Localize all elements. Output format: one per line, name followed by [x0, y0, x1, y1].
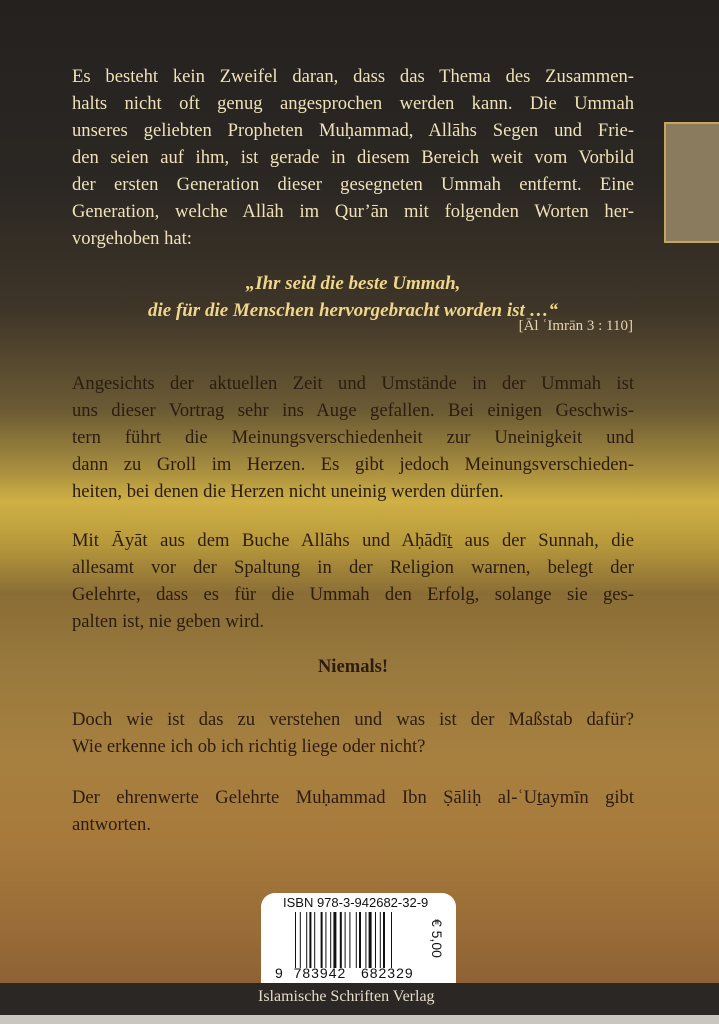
- barcode-bar: [383, 912, 385, 968]
- text-line: palten ist, nie geben wird.: [72, 611, 265, 632]
- emphasis-heading: Niemals!: [317, 656, 389, 677]
- text-line: antworten.: [72, 814, 151, 835]
- paragraph-5: [72, 784, 634, 838]
- barcode-bar: [330, 912, 331, 968]
- barcode-bar: [359, 912, 361, 968]
- isbn-text: ISBN 978-3-942682-32-9: [283, 895, 429, 910]
- text-line: Es besteht kein Zweifel daran, dass das Thema des Zusammen-: [72, 66, 634, 87]
- page-edge: [0, 1015, 719, 1024]
- text-line: Wie erkenne ich ob ich richtig liege oder nicht?: [72, 736, 426, 757]
- barcode-bar: [306, 912, 307, 968]
- barcode-bar: [391, 912, 392, 968]
- text-line: allesamt vor der Spaltung in der Religion warnen, belegt der: [72, 557, 634, 578]
- text-line: tern führt die Meinungsverschiedenheit zur Uneinigkeit und: [72, 427, 634, 448]
- quran-quote: [72, 270, 634, 324]
- barcode-bar: [349, 912, 350, 968]
- paragraph-3: [72, 527, 634, 635]
- barcode-bars: [295, 912, 423, 968]
- barcode-bar: [345, 912, 346, 968]
- publisher-footer: [0, 983, 719, 1015]
- text-line: uns dieser Vortrag sehr ins Auge gefallen. Bei einigen Geschwis-: [72, 400, 634, 421]
- barcode-bar: [300, 912, 301, 968]
- barcode-bar: [333, 912, 336, 968]
- barcode-bar: [365, 912, 366, 968]
- text-line: den seien auf ihm, ist gerade in diesem Bereich weit vom Vorbild: [72, 147, 634, 168]
- text-line: Mit Āyāt aus dem Buche Allāhs und Aḥādīṯ aus der Sunnah, die: [72, 530, 634, 551]
- text-line: heiten, bei denen die Herzen nicht uneinig werden dürfen.: [72, 481, 504, 502]
- publisher-name: Islamische Schriften Verlag: [258, 988, 435, 1005]
- isbn-barcode-label: [261, 893, 456, 985]
- text-line: Doch wie ist das zu verstehen und was ist der Maßstab dafür?: [72, 709, 634, 730]
- barcode-bar: [356, 912, 357, 968]
- barcode-bar: [309, 912, 311, 968]
- quote-reference: [Āl ʿImrān 3 : 110]: [518, 318, 633, 334]
- text-line: Angesichts der aktuellen Zeit und Umstände in der Ummah ist: [72, 373, 634, 394]
- text-line: Generation, welche Allāh im Qur’ān mit folgenden Worten her-: [72, 201, 634, 222]
- quote-line-1: „Ihr seid die beste Ummah,: [245, 273, 461, 294]
- barcode-digits: 9 783942 682329: [275, 965, 414, 981]
- decorative-gold-tab: [664, 122, 719, 243]
- barcode-bar: [340, 912, 342, 968]
- barcode-bar: [321, 912, 323, 968]
- barcode-bar: [295, 912, 296, 968]
- price-label: € 5,00: [429, 919, 445, 958]
- quote-line-2: die für die Menschen hervorgebracht worden ist …“: [147, 300, 559, 321]
- text-line: Gelehrte, dass es für die Ummah den Erfolg, solange sie ges-: [72, 584, 634, 605]
- text-line: vorgehoben hat:: [72, 228, 192, 249]
- text-line: unseres geliebten Propheten Muḥammad, Allāhs Segen und Frie-: [72, 120, 634, 141]
- barcode-bar: [375, 912, 376, 968]
- text-line: dann zu Groll im Herzen. Es gibt jedoch Meinungsverschieden-: [72, 454, 634, 475]
- text-line: der ersten Generation dieser gesegneten Ummah entfernt. Eine: [72, 174, 634, 195]
- paragraph-2: [72, 370, 634, 505]
- barcode-bar: [325, 912, 326, 968]
- paragraph-4: [72, 706, 634, 760]
- barcode-bar: [314, 912, 315, 968]
- text-line: halts nicht oft genug angesprochen werden kann. Die Ummah: [72, 93, 634, 114]
- barcode-bar: [369, 912, 372, 968]
- barcode-bar: [380, 912, 381, 968]
- intro-paragraph: [72, 63, 634, 252]
- text-line: Der ehrenwerte Gelehrte Muḥammad Ibn Ṣāliḥ al-ʿUṯaymīn gibt: [72, 787, 634, 808]
